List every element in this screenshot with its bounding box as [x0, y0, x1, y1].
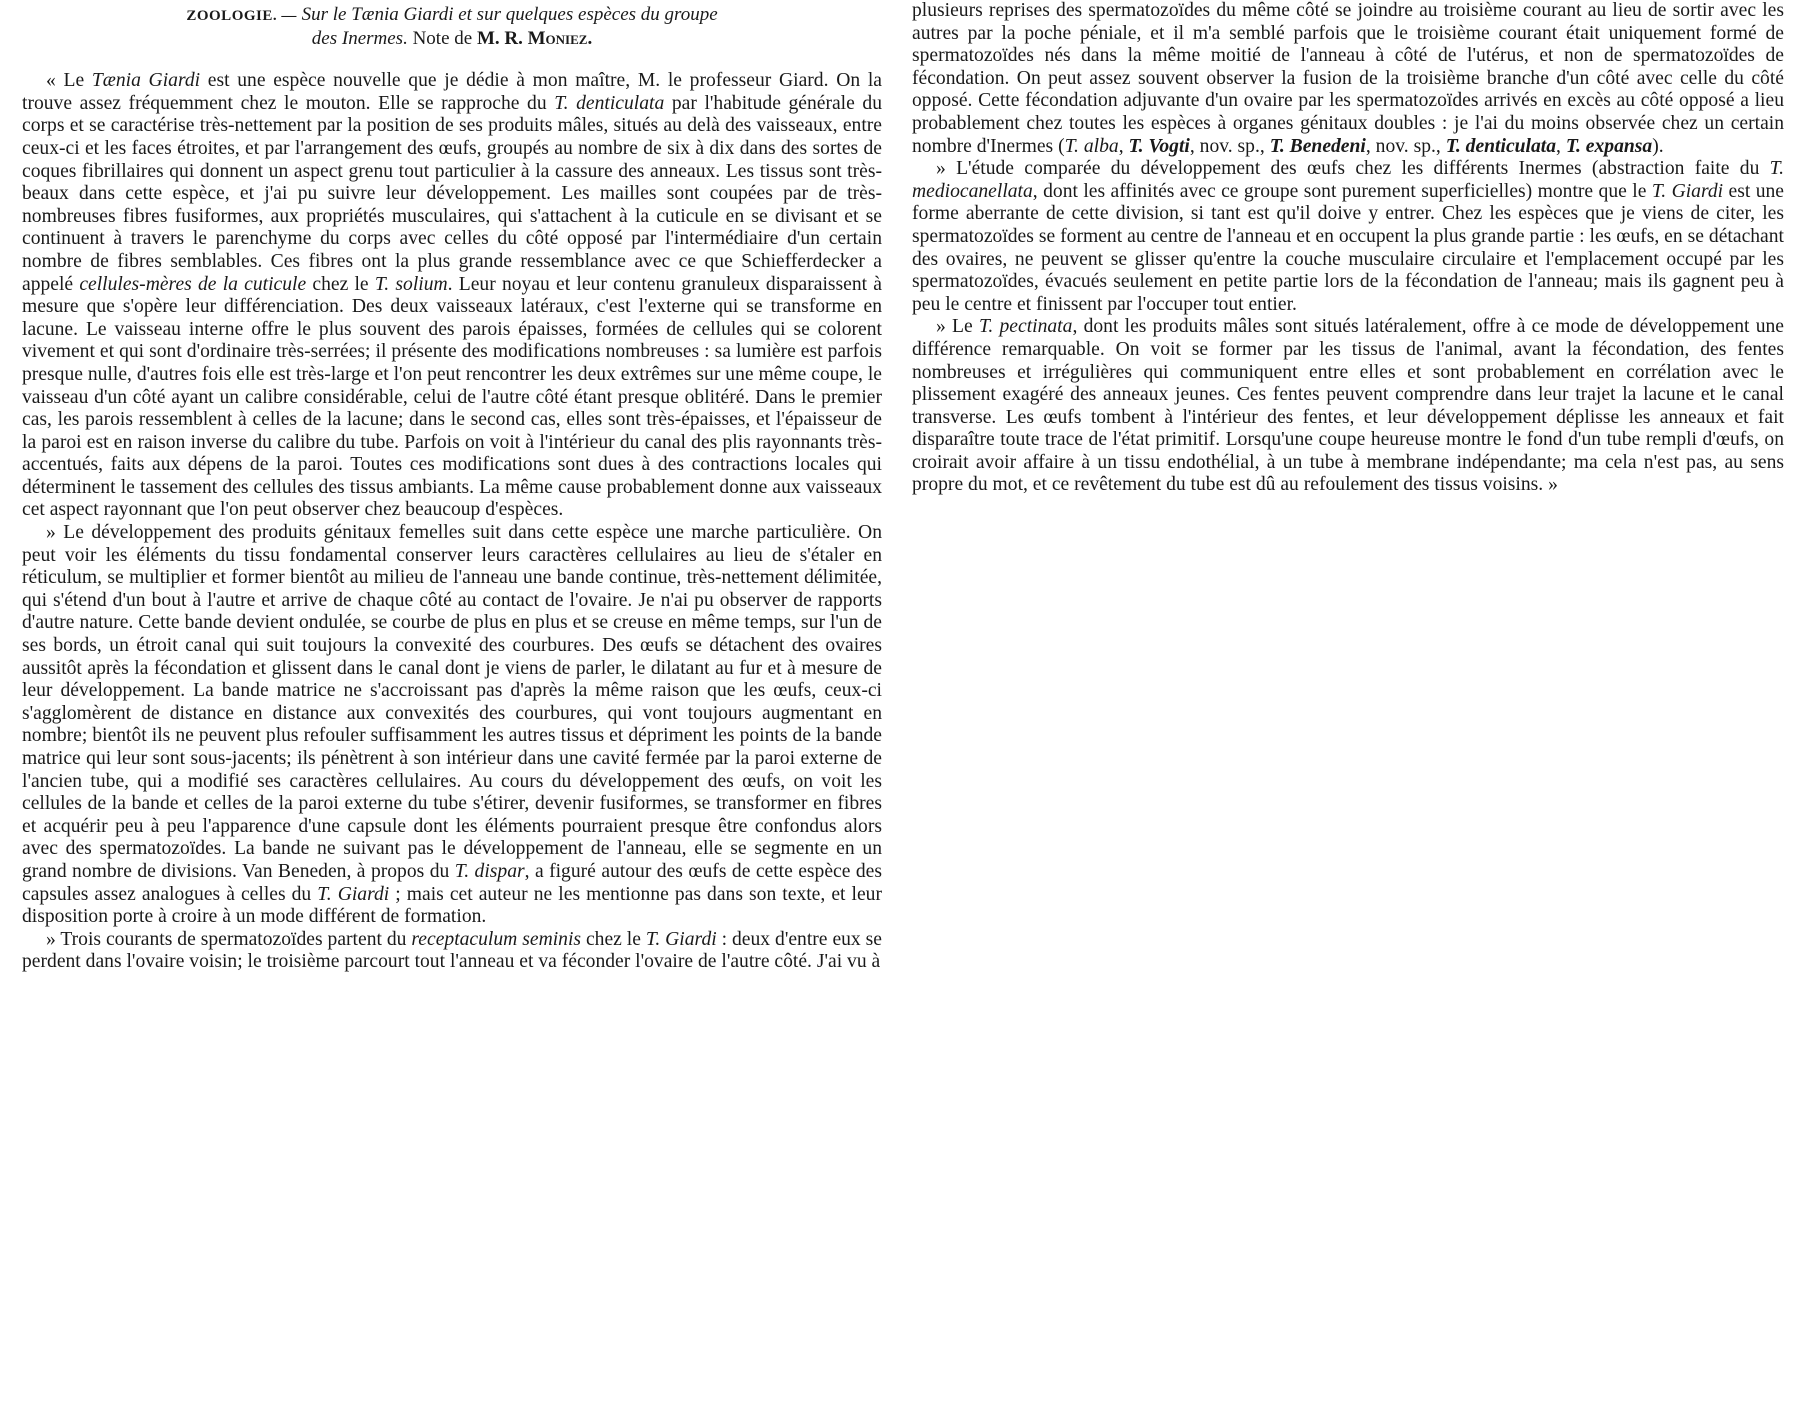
article-heading — [22, 4, 882, 50]
text-run: » L'étude comparée du développement des œufs chez les différents Inermes (abstraction faite du — [936, 158, 1770, 180]
text-run: ). — [1652, 135, 1664, 157]
species-name: T. expansa — [1565, 135, 1653, 157]
species-name: T. Giardi — [645, 928, 717, 950]
text-run: est une espèce nouvelle que je dédie à mon maître, M. le professeur Giard. On la trouve assez fréquemment chez le mouton. Elle se rapproche du — [22, 70, 882, 114]
species-name: T. Giardi — [317, 883, 390, 905]
text-run: , a figuré autour des œufs de cette espèce des capsules assez analogues à celles du — [22, 860, 882, 905]
term: receptaculum seminis — [411, 928, 582, 950]
text-run: , — [1118, 135, 1129, 157]
species-name: T. Giardi — [1651, 180, 1724, 202]
text-run: ; mais cet auteur ne les mentionne pas dans son texte, et leur disposition porte à croire à un mode différent de formation. — [22, 883, 882, 928]
paragraph-3-continued — [912, 0, 1784, 158]
paragraph-3 — [22, 929, 882, 974]
text-run: : deux d'entre eux se perdent dans l'ovaire voisin; le troisième parcourt tout l'anneau et va féconder l'ovaire de l'autre côté. J'ai vu à — [22, 928, 882, 973]
paragraph-4 — [912, 158, 1784, 316]
text-run: » Trois courants de spermatozoïdes partent du — [46, 928, 412, 950]
species-name: T. Vogti — [1128, 135, 1190, 157]
article-title-line-2: des Inermes. — [311, 27, 408, 49]
text-run: » Le développement des produits génitaux femelles suit dans cette espèce une marche particulière. On peut voir les éléments du tissu fondamental conserver leurs caractères cellulaires au lieu de s'étaler en réticulum, se multiplier et former bientôt au milieu de l'anneau une bande continue, très-nettement délimitée, qui s'étend d'un bout à l'autre et arrive de chaque côté au contact de l'ovaire. Je n'ai pu observer de rapports d'autre nature. Cette bande devient ondulée, se courbe de plus en plus et se creuse en même temps, sur l'un de ses bords, un étroit canal qui suit toujours la convexité des courbures. Des œufs se détachent des ovaires aussitôt après la fécondation et glissent dans le canal dont je viens de parler, le dilatant au fur et à mesure de leur développement. La bande matrice ne s'accroissant pas d'après la même raison que les œufs, ceux-ci s'agglomèrent de distance en distance aux convexités des courbures, qui vont toujours augmentant en nombre; bientôt ils ne peuvent plus refouler suffisamment les autres tissus et dépriment les points de la bande matrice qui leur sont sous-jacents; ils pénètrent à son intérieur dans une cavité fermée par la paroi externe de l'ancien tube, qui a modifié ses caractères cellulaires. Au cours du développement des œufs, on voit les cellules de la bande et celles de la paroi externe du tube s'étirer, devenir fusiformes, se transformer en fibres et acquérir peu à peu l'apparence d'une capsule dont les éléments pourraient presque être confondus alors avec des spermatozoïdes. La bande ne suivant pas le développement de l'anneau, elle se segmente en un grand nombre de divisions. Van Beneden, à propos du — [22, 522, 882, 882]
article-title-line-1: Sur le Tænia Giardi et sur quelques espèces du groupe — [301, 4, 718, 25]
text-run: chez le — [581, 928, 646, 950]
paragraph-2 — [22, 522, 882, 929]
species-name: T. denticulata — [1445, 135, 1557, 157]
text-run: « Le — [46, 70, 92, 92]
text-run: par l'habitude générale du corps et se caractérise très-nettement par la position de ses produits mâles, situés au delà des vaisseaux, entre ceux-ci et les faces étroites, et par l'arrangement des œufs, groupés au nombre de six à dix dans des sortes de coques fibrillaires qui donnent un aspect grenu tout particulier à la cassure des anneaux. Les tissus sont très-beaux dans cette espèce, et j'ai pu suivre leur développement. Les mailles sont coupées par de très-nombreuses fibres fusiformes, aux propriétés musculaires, qui s'attachent à la cuticule en se divisant et se continuent à travers le parenchyme du corps avec celles du côté opposé par l'intermédiaire d'un certain nombre de fibres semblables. Ces fibres ont la plus grande ressemblance avec ce que Schiefferdecker a appelé — [22, 92, 882, 295]
text-run: plusieurs reprises des spermatozoïdes du même côté se joindre au troisième courant au lieu de sortir avec les autres par la poche péniale, et il m'a semblé parfois que le troisième courant était uniquement formé de spermatozoïdes nés dans la même moitié de l'anneau à côté de l'utérus, et non de spermatozoïdes de fécondation. On peut assez souvent observer la fusion de la troisième branche d'un côté avec celle du côté opposé. Cette fécondation adjuvante d'un ovaire par les spermatozoïdes arrivés en excès au côté opposé a lieu probablement chez toutes les espèces à organes génitaux doubles : je l'ai du moins observée chez un certain nombre d'Inermes ( — [912, 0, 1784, 157]
right-column — [912, 0, 1784, 497]
text-run: chez le — [306, 273, 375, 295]
paragraph-5 — [912, 316, 1784, 497]
species-name: T. dispar — [454, 860, 525, 882]
species-name: T. Benedeni — [1269, 135, 1366, 157]
text-run: . Leur noyau et leur contenu granuleux disparaissent à mesure que s'opère leur différenciation. Des deux vaisseaux latéraux, c'est l'externe qui se transforme en lacune. Le vaisseau interne offre le plus souvent des parois épaisses, formées de cellules qui se colorent vivement et qui sont d'ordinaire très-serrées; il présente des modifications nombreuses : sa lumière est parfois presque nulle, d'autres fois elle est très-large et l'on peut rencontrer les deux extrêmes sur une même coupe, le vaisseau d'un côté ayant un calibre considérable, celui de l'autre côté étant presque oblitéré. Dans le premier cas, les parois ressemblent à celles de la lacune; dans le second cas, elles sont très-épaisses, et l'épaisseur de la paroi est en raison inverse du calibre du tube. Parfois on voit à l'intérieur du canal des plis rayonnants très-accentués, faits aux dépens de la paroi. Toutes ces modifications sont dues à des contractions locales qui déterminent le tassement des cellules des tissus ambiants. La même cause probablement donne aux vaisseaux cet aspect rayonnant que l'on peut observer chez beaucoup d'espèces. — [22, 273, 882, 521]
species-name: T. mediocanellata — [912, 158, 1784, 202]
text-run: , — [1556, 135, 1566, 157]
text-run: » Le — [936, 316, 979, 338]
term: cellules-mères de la cuticule — [79, 273, 307, 295]
note-label: Note de — [412, 27, 473, 49]
text-run: , nov. sp., — [1189, 135, 1270, 157]
text-run: est une forme aberrante de cette division, si tant est qu'il doive y entrer. Chez les espèces que je viens de citer, les spermatozoïdes se forment au centre de l'anneau et en occupent la plus grande partie : les œufs, en se détachant des ovaires, ne peuvent se glisser qu'entre la couche musculaire circulaire et l'emplacement occupé par les spermatozoïdes, évacués seulement en petite partie lors de la fécondation de l'anneau; mais ils gagnent peu à peu le centre et finissent par l'occuper tout entier. — [912, 180, 1784, 315]
text-run: , nov. sp., — [1365, 135, 1446, 157]
author-name: M. R. Moniez. — [476, 27, 593, 49]
section-label: ZOOLOGIE. — — [186, 8, 297, 24]
text-run: , dont les produits mâles sont situés latéralement, offre à ce mode de développement une différence remarquable. On voit se former par les tissus de l'animal, avant la fécondation, des fentes nombreuses et irrégulières qui communiquent entre elles et sont probablement en corrélation avec le plissement exagéré des anneaux jeunes. Ces fentes peuvent comprendre dans leur trajet la lacune et le canal transverse. Les œufs tombent à l'intérieur des fentes, et leur développement déplisse les anneaux et fait disparaître toute trace de l'état primitif. Lorsqu'une coupe heureuse montre le fond d'un tube rempli d'œufs, on croirait avoir affaire à un tissu endothélial, à un tube à membrane indépendante; ma cela n'est pas, au sens propre du mot, et ce revêtement du tube est dû au refoulement des tissus voisins. » — [912, 316, 1784, 496]
species-name: Tænia Giardi — [91, 70, 201, 92]
species-name: T. solium — [374, 273, 448, 295]
species-name: T. denticulata — [554, 92, 665, 114]
paragraph-1 — [22, 70, 882, 522]
species-name: T. pectinata — [978, 316, 1073, 338]
species-name: T. alba — [1064, 135, 1119, 157]
left-column — [22, 0, 882, 974]
text-run: , dont les affinités avec ce groupe sont purement superficielles) montre que le — [1032, 180, 1652, 202]
